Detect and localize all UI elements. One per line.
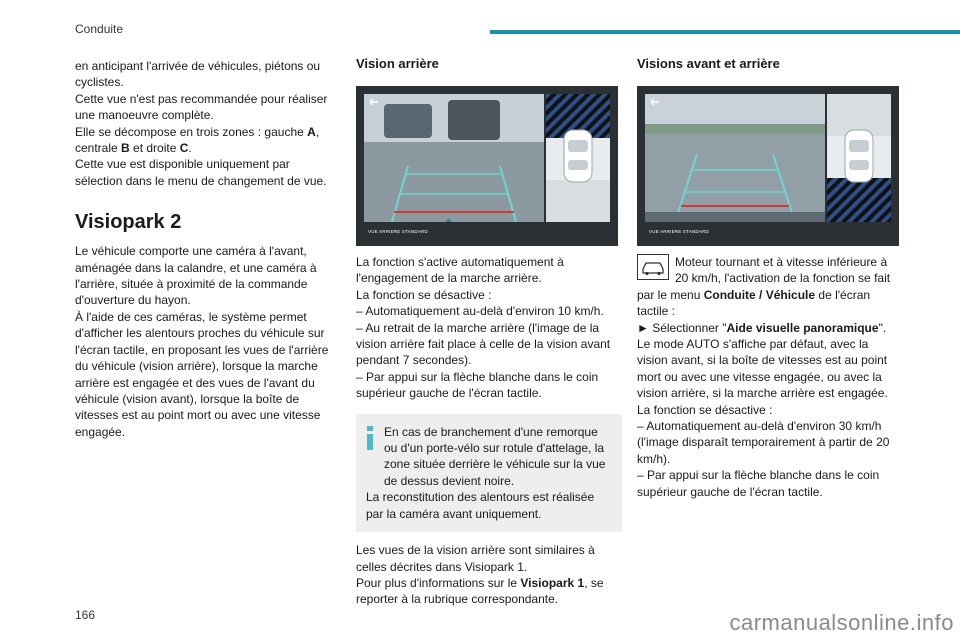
- info-note: [356, 414, 622, 532]
- car-top-icon: [546, 94, 610, 222]
- front-p2: ► Sélectionner "Aide visuelle panoramique".: [637, 320, 887, 335]
- body-paragraph-2: À l'aide de ces caméras, le système permet d'afficher les alentours proches du véhicule sur l'écran tactile, en proposant les vues de l'arrière du véhicule (vision arrière), lorsque la marche arrière est engagée et des vues de l'avant du véhicule (vision avant), lorsque la boîte de vitesses est au point mort ou avec une vitesse engagée.: [75, 309, 329, 439]
- intro-text-3: Cette vue n'est pas recommandée pour réaliser une manoeuvre complète.: [75, 91, 328, 123]
- intro-zones: Elle se décompose en trois zones : gauche A, centrale B et droite C.: [75, 124, 320, 156]
- watermark: carmanualsonline.info: [729, 610, 954, 635]
- intro-text-1: en anticipant l'arrivée de véhicules, piétons ou cyclistes.: [75, 59, 321, 90]
- rear-p1: La fonction s'active automatiquement à l'engagement de la marche arrière.: [356, 255, 564, 286]
- front-rear-camera-figure: [637, 86, 899, 246]
- header-rule: [490, 30, 960, 34]
- front-rear-title: Visions avant et arrière: [637, 56, 780, 71]
- camera-illustration-2: [645, 94, 825, 222]
- camera-illustration: [364, 94, 544, 222]
- intro-availability: Cette vue est disponible uniquement par sélection dans le menu de changement de vue.: [75, 157, 327, 188]
- rear-after-note-1: Les vues de la vision arrière sont similaires à celles décrites dans Visiopark 1.: [356, 543, 595, 574]
- body-paragraph-1: Le véhicule comporte une caméra à l'avant, aménagée dans la calandre, et une caméra à l'arrière, située à proximité de la commande d'ouverture du hayon.: [75, 244, 317, 308]
- front-p5: – Automatiquement au-delà d'environ 30 km/h (l'image disparaît temporairement à partir de 20 km/h).: [637, 419, 890, 466]
- rear-camera-figure: [356, 86, 618, 246]
- camera-view-2: [645, 94, 825, 222]
- column-3: [637, 56, 901, 500]
- top-view: [546, 94, 610, 222]
- camera-view: [364, 94, 544, 222]
- rear-p4: – Au retrait de la marche arrière (l'image de la vision arrière fait place à celle de la vision avant pendant 7 secondes).: [356, 320, 611, 368]
- section-title: Visiopark 2: [75, 211, 182, 234]
- front-p4: La fonction se désactive :: [637, 402, 773, 417]
- front-p6: – Par appui sur la flèche blanche dans le coin supérieur gauche de l'écran tactile.: [637, 468, 880, 499]
- info-icon: [367, 426, 373, 450]
- rear-after-note-2: Pour plus d'informations sur le Visiopark 1, se reporter à la rubrique correspondante.: [356, 575, 604, 607]
- rear-vision-title: Vision arrière: [356, 56, 439, 71]
- running-header: Conduite: [75, 22, 124, 36]
- figure-caption: VUE ARRIERE STANDARD: [368, 228, 428, 234]
- front-p3: Le mode AUTO s'affiche par défaut, avec la vision avant, si la boîte de vitesses est au point mort ou avec une vitesse engagée, ou avec la vision arrière, si la marche arrière est engagée.: [637, 337, 888, 401]
- note-p1: En cas de branchement d'une remorque ou d'un porte-vélo sur rotule d'attelage, la zone située derrière le véhicule sur la vue de dessus devient noire.: [384, 424, 606, 488]
- rear-p3: – Automatiquement au-delà d'environ 10 km/h.: [356, 304, 604, 319]
- note-p2: La reconstitution des alentours est réalisée par la caméra avant uniquement.: [366, 490, 595, 521]
- car-top-icon-2: [827, 94, 891, 222]
- top-view-2: [827, 94, 891, 222]
- column-2: [356, 56, 622, 608]
- column-1: [75, 58, 337, 440]
- vehicle-icon: [637, 254, 669, 280]
- figure-caption-2: VUE ARRIERE STANDARD: [649, 228, 709, 234]
- page-number: 166: [75, 608, 96, 622]
- front-p1: Moteur tournant et à vitesse inférieure à 20 km/h, l'activation de la fonction se fait par le menu Conduite / Véhicule de l'écran tactile :: [637, 255, 891, 319]
- rear-p5: – Par appui sur la flèche blanche dans le coin supérieur gauche de l'écran tactile.: [356, 369, 599, 401]
- rear-p2: La fonction se désactive :: [356, 287, 492, 302]
